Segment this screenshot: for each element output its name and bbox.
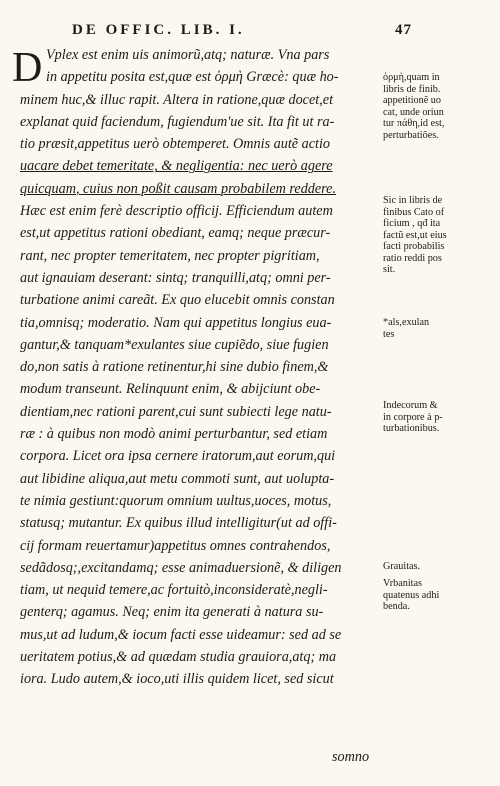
margin-note — [383, 578, 495, 613]
margin-note-line: Vrbanitas — [383, 578, 422, 589]
text-line: aut libidine aliqua,aut metu commoti sunt, aut uolupta- — [20, 470, 335, 487]
text-line: corpora. Licet ora ipsa cernere iratorum,aut eorum,qui — [20, 448, 336, 465]
margin-note — [383, 317, 495, 340]
margin-note-line: turbationibus. — [383, 423, 440, 434]
text-line: explanat quid faciendum, fugiendum'ue sit. Ita fit ut ra- — [20, 113, 335, 130]
text-line: rant, nec propter temeritatem, nec propter pigritiam, — [20, 247, 320, 264]
text-line: in appetitu posita est,quæ est ὁρμὴ Græcè: quæ ho- — [46, 69, 339, 86]
text-line: tio præsit,appetitus uerò obtemperet. Omnis autẽ actio — [20, 136, 330, 153]
margin-note-line: Indecorum & — [383, 400, 438, 411]
margin-note-line: sit. — [383, 264, 396, 275]
text-line: statusq; mutantur. Ex quibus illud intelligitur(ut ad offi- — [20, 515, 337, 532]
margin-note — [383, 561, 495, 573]
text-line: tiam, ut nequid temere,ac fortuitò,inconsideratè,negli- — [20, 582, 328, 599]
margin-note-line: facti probabilis — [383, 241, 445, 252]
text-line: Hæc est enim ferè descriptio officij. Efficiendum autem — [20, 203, 333, 220]
margin-note-line: Grauitas. — [383, 561, 421, 572]
text-line: quicquam, cuius non poßit causam probabilem reddere. — [20, 180, 337, 197]
text-line: genterq; agamus. Neq; enim ita generati à natura su- — [20, 604, 324, 621]
text-line: ueritatem potius,& ad quædam studia grauiora,atq; ma — [20, 649, 337, 666]
catchword: somno — [332, 749, 370, 765]
main-text — [20, 44, 378, 691]
margin-note — [383, 195, 495, 276]
running-head-title: DE OFFIC. LIB. I. — [72, 22, 245, 38]
margin-note-line: cat, unde oriun — [383, 106, 444, 118]
text-line: minem huc,& illuc rapit. Altera in ratione,quæ docet,et — [20, 91, 334, 108]
margin-note-line: factũ est,ut eius — [383, 229, 447, 241]
margin-note — [383, 400, 495, 435]
text-line: mus,ut ad ludum,& iocum facti esse uideamur: sed ad se — [20, 626, 342, 643]
text-line: ræ : à quibus non modò animi perturbantur, sed etiam — [20, 426, 328, 443]
text-line: iora. Ludo autem,& ioco,uti illis quidem licet, sed sicut — [20, 671, 334, 688]
drop-cap: D — [12, 45, 43, 91]
text-line: est,ut appetitus rationi obediant, eamq; neque præcur- — [20, 225, 331, 242]
text-line: dientiam,nec rationi parent,cui sunt subiecti lege natu- — [20, 403, 332, 420]
margin-note-line: Sic in libris de — [383, 195, 443, 206]
text-line: te nimia gestiunt:quorum omnium uultus,uoces, motus, — [20, 492, 332, 509]
margin-note-line: libris de finib. — [383, 83, 441, 95]
margin-note-line: ὁρμὴ,quam in — [383, 72, 440, 83]
margin-note-line: quatenus adhi — [383, 589, 440, 601]
margin-note-line: appetitionẽ uo — [383, 95, 441, 106]
text-line: cij formam reuertamur)appetitus omnes contrahendos, — [20, 537, 331, 554]
text-line: do,non satis à ratione retinentur,hi sine dubio finem,& — [20, 359, 329, 376]
margin-note-line: benda. — [383, 601, 410, 612]
margin-note-line: finibus Cato of — [383, 206, 445, 218]
text-line: turbatione animi careãt. Ex quo elucebit omnis constan — [20, 292, 335, 309]
margin-note-line: *als,exulan — [383, 317, 430, 328]
text-line: gantur,& tanquam*exulantes siue cupiẽdo, siue fugien — [20, 336, 329, 353]
margin-note — [383, 72, 495, 141]
margin-note-line: in corpore à p- — [383, 411, 443, 423]
margin-note-line: perturbatiões. — [383, 129, 439, 141]
running-header — [72, 22, 412, 39]
page-number: 47 — [395, 22, 412, 38]
margin-note-line: ficium , qđ ita — [383, 218, 441, 229]
text-line: aut ignauiam deserant: sintq; tranquilli,atq; omni per- — [20, 269, 331, 286]
text-line: Vplex est enim uis animorũ,atq; naturæ. Vna pars — [46, 47, 330, 63]
text-line: sedãdosq;,excitandamq; esse animaduersionẽ, & diligen — [20, 559, 342, 576]
text-line: uacare debet temeritate, & negligentia: nec uerò agere — [20, 158, 333, 175]
text-line: modum transeunt. Relinquunt enim, & abijciunt obe- — [20, 381, 321, 398]
margin-note-line: tes — [383, 328, 395, 340]
margin-note-line: ratio reddi pos — [383, 252, 442, 264]
margin-note-line: tur πάθη,id est, — [383, 118, 445, 129]
text-line: tia,omnisq; moderatio. Nam qui appetitus longius eua- — [20, 314, 332, 331]
